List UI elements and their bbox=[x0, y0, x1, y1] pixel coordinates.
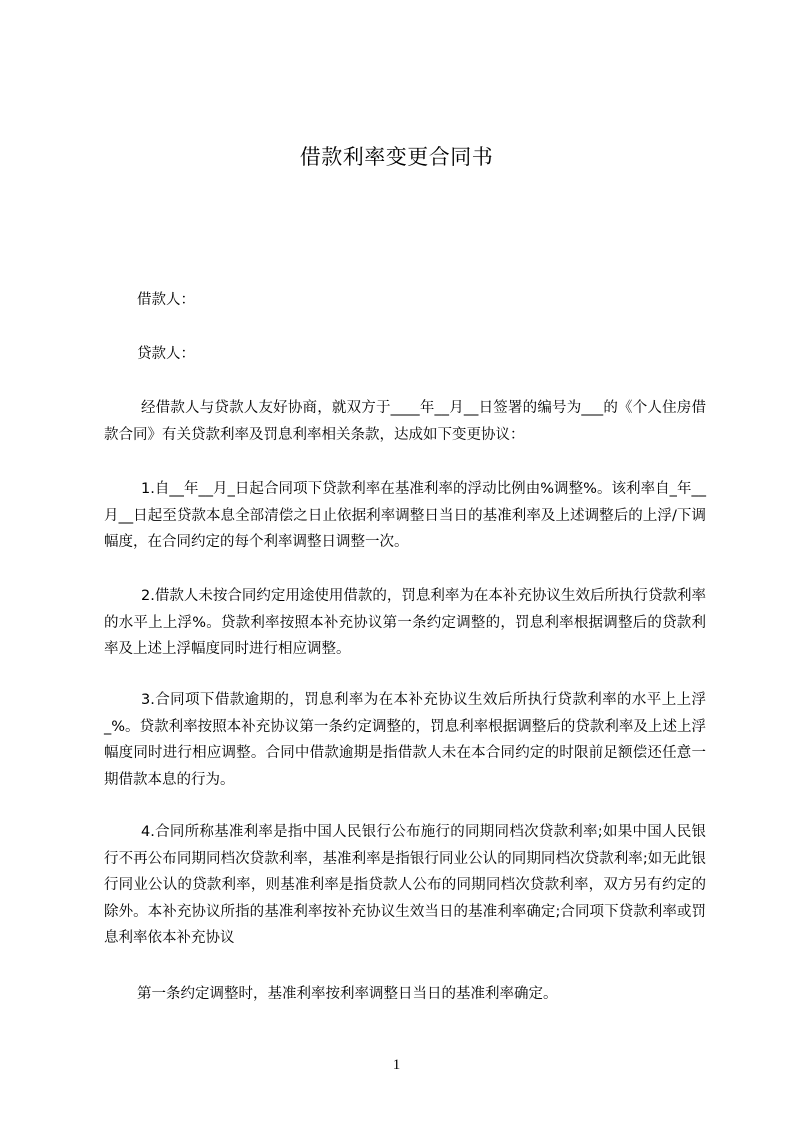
borrower-label: 借款人： bbox=[137, 292, 195, 308]
document-title: 借款利率变更合同书 bbox=[299, 145, 494, 169]
clause-3: 3.合同项下借款逾期的，罚息利率为在本补充协议生效后所执行贷款利率的水平上上浮_%。贷款利率按照本补充协议第一条约定调整的，罚息利率根据调整后的贷款利率及上述上浮幅度同时进行相应调整。合同中借款逾期是指借款人未在本合同约定的时限前足额偿还任意一期借款本息的行为。 bbox=[104, 692, 706, 788]
lender-label: 贷款人： bbox=[137, 346, 195, 362]
page-number: 1 bbox=[392, 1057, 401, 1073]
intro-paragraph: 经借款人与贷款人友好协商，就双方于____年__月__日签署的编号为___的《个人住房借款合同》有关贷款利率及罚息利率相关条款，达成如下变更协议： bbox=[104, 400, 706, 443]
clause-1: 1.自__年__月_日起合同项下贷款利率在基准利率的浮动比例由%调整%。该利率自_年__月__日起至贷款本息全部清偿之日止依据利率调整日当日的基准利率及上述调整后的上浮/下调幅度，在合同约定的每个利率调整日调整一次。 bbox=[104, 481, 706, 550]
clause-4: 4.合同所称基准利率是指中国人民银行公布施行的同期同档次贷款利率;如果中国人民银行不再公布同期同档次贷款利率，基准利率是指银行同业公认的同期同档次贷款利率;如无此银行同业公认的贷款利率，则基准利率是指贷款人公布的同期同档次贷款利率，双方另有约定的除外。本补充协议所指的基准利率按补充协议生效当日的基准利率确定;合同项下贷款利率或罚息利率依本补充协议 bbox=[104, 824, 706, 946]
clause-4-continuation: 第一条约定调整时，基准利率按利率调整日当日的基准利率确定。 bbox=[137, 986, 558, 1002]
clause-2: 2.借款人未按合同约定用途使用借款的，罚息利率为在本补充协议生效后所执行贷款利率的水平上上浮%。贷款利率按照本补充协议第一条约定调整的，罚息利率根据调整后的贷款利率及上述上浮幅度同时进行相应调整。 bbox=[104, 588, 706, 657]
